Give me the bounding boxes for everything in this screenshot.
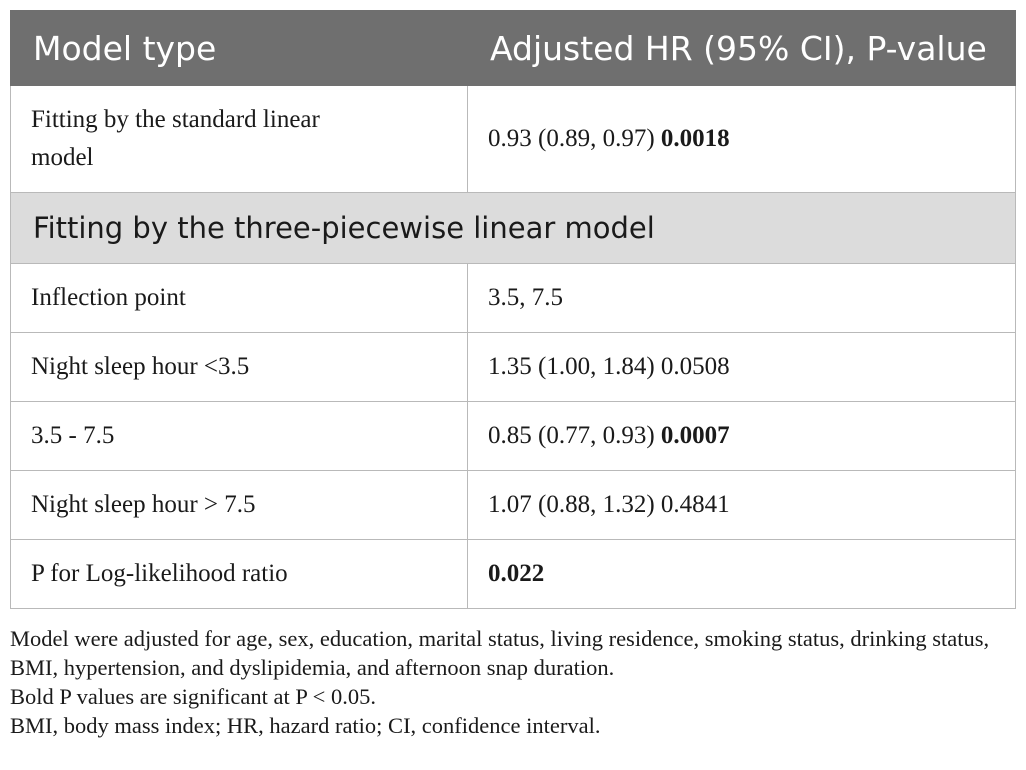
section-label: Fitting by the three-piecewise linear model (11, 193, 1016, 264)
table-header-row (11, 11, 1016, 86)
footnote-significance: Bold P values are significant at P < 0.05. (10, 684, 376, 709)
standard-model-hr: 0.93 (0.89, 0.97) (488, 125, 655, 152)
table-row (11, 264, 1016, 333)
row-label: P for Log-likelihood ratio (11, 540, 468, 609)
header-adjusted-hr: Adjusted HR (95% CI), P-value (468, 11, 1016, 86)
table-footnotes (10, 624, 1020, 740)
row-value (468, 402, 1016, 471)
table-row (11, 402, 1016, 471)
row-value: 1.35 (1.00, 1.84) 0.0508 (468, 333, 1016, 402)
standard-model-label: Fitting by the standard linear model (31, 106, 320, 171)
row-label: 3.5 - 7.5 (11, 402, 468, 471)
row-value: 3.5, 7.5 (468, 264, 1016, 333)
standard-model-p-value: 0.0018 (660, 125, 730, 152)
footnote-adjustment: Model were adjusted for age, sex, education, marital status, living residence, smoking status, drinking status, BMI, hypertension, and dyslipidemia, and afternoon snap duration. (10, 626, 990, 680)
row-label: Night sleep hour <3.5 (11, 333, 468, 402)
row-value: 1.07 (0.88, 1.32) 0.4841 (468, 471, 1016, 540)
row-label: Night sleep hour > 7.5 (11, 471, 468, 540)
row-value (468, 86, 1016, 193)
row-hr: 0.85 (0.77, 0.93) (488, 422, 655, 449)
results-table-container (10, 10, 1015, 609)
table-row (11, 540, 1016, 609)
row-label: Inflection point (11, 264, 468, 333)
row-label (11, 86, 468, 193)
table-row (11, 86, 1016, 193)
section-header-row (11, 193, 1016, 264)
header-model-type: Model type (11, 11, 468, 86)
footnote-abbreviations: BMI, body mass index; HR, hazard ratio; CI, confidence interval. (10, 713, 601, 738)
row-p-value: 0.022 (468, 540, 1016, 609)
row-p-value: 0.0007 (660, 422, 730, 449)
table-row (11, 333, 1016, 402)
results-table (10, 10, 1016, 609)
table-row (11, 471, 1016, 540)
